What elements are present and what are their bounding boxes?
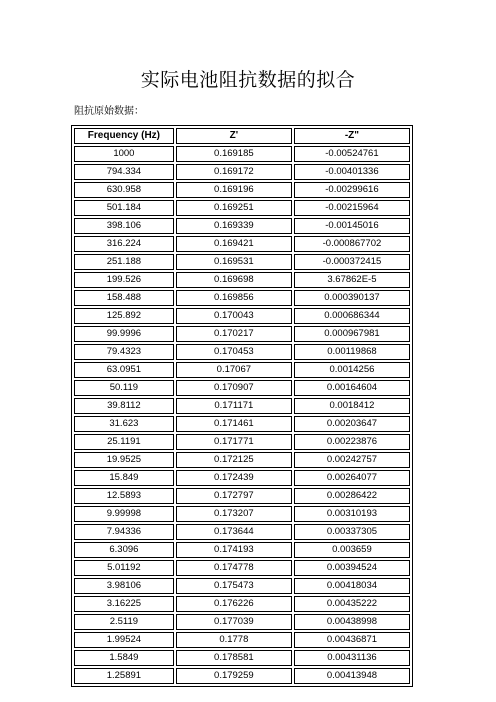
cell-z-imaginary: 0.00223876: [294, 434, 410, 450]
table-row: [74, 182, 410, 198]
section-label: 阻抗原始数据：: [74, 106, 144, 117]
table-row: [74, 344, 410, 360]
cell-z-imaginary: 0.000967981: [294, 326, 410, 342]
cell-z-imaginary: -0.00401336: [294, 164, 410, 180]
cell-frequency: 2.5119: [74, 614, 174, 630]
cell-z-real: 0.169339: [176, 218, 292, 234]
cell-z-real: 0.169856: [176, 290, 292, 306]
cell-frequency: 398.106: [74, 218, 174, 234]
cell-z-real: 0.172797: [176, 488, 292, 504]
cell-z-real: 0.169185: [176, 146, 292, 162]
cell-frequency: 125.892: [74, 308, 174, 324]
cell-z-real: 0.169196: [176, 182, 292, 198]
cell-frequency: 12.5893: [74, 488, 174, 504]
cell-frequency: 19.9525: [74, 452, 174, 468]
cell-z-real: 0.169251: [176, 200, 292, 216]
table-row: [74, 200, 410, 216]
cell-z-imaginary: 0.000390137: [294, 290, 410, 306]
table-header-row: [74, 128, 410, 144]
cell-z-imaginary: 0.00242757: [294, 452, 410, 468]
cell-z-real: 0.171461: [176, 416, 292, 432]
cell-z-real: 0.179259: [176, 668, 292, 684]
cell-frequency: 1.5849: [74, 650, 174, 666]
cell-z-real: 0.169172: [176, 164, 292, 180]
cell-z-real: 0.173207: [176, 506, 292, 522]
cell-z-imaginary: 3.67862E-5: [294, 272, 410, 288]
cell-frequency: 9.99998: [74, 506, 174, 522]
table-row: [74, 398, 410, 414]
table-row: [74, 380, 410, 396]
cell-z-imaginary: 0.00310193: [294, 506, 410, 522]
table-row: [74, 542, 410, 558]
cell-z-imaginary: 0.0018412: [294, 398, 410, 414]
cell-z-real: 0.172439: [176, 470, 292, 486]
cell-frequency: 79.4323: [74, 344, 174, 360]
cell-z-real: 0.170453: [176, 344, 292, 360]
cell-z-imaginary: 0.00119868: [294, 344, 410, 360]
cell-z-imaginary: 0.00286422: [294, 488, 410, 504]
table-row: [74, 326, 410, 342]
cell-frequency: 158.488: [74, 290, 174, 306]
table-row: [74, 650, 410, 666]
cell-frequency: 5.01192: [74, 560, 174, 576]
table-row: [74, 308, 410, 324]
table-row: [74, 524, 410, 540]
cell-z-imaginary: -0.000372415: [294, 254, 410, 270]
cell-z-real: 0.175473: [176, 578, 292, 594]
table-row: [74, 290, 410, 306]
cell-z-real: 0.172125: [176, 452, 292, 468]
table-row: [74, 470, 410, 486]
cell-z-imaginary: 0.00413948: [294, 668, 410, 684]
cell-z-imaginary: 0.00264077: [294, 470, 410, 486]
cell-z-real: 0.169421: [176, 236, 292, 252]
cell-z-real: 0.170907: [176, 380, 292, 396]
cell-z-real: 0.173644: [176, 524, 292, 540]
cell-z-imaginary: 0.00431136: [294, 650, 410, 666]
column-header-frequency: Frequency (Hz): [74, 128, 174, 144]
cell-frequency: 31.623: [74, 416, 174, 432]
table-row: [74, 560, 410, 576]
cell-z-imaginary: -0.000867702: [294, 236, 410, 252]
cell-z-real: 0.174778: [176, 560, 292, 576]
cell-z-real: 0.17067: [176, 362, 292, 378]
table-row: [74, 632, 410, 648]
table-row: [74, 146, 410, 162]
table-row: [74, 272, 410, 288]
cell-z-imaginary: -0.00145016: [294, 218, 410, 234]
table-row: [74, 668, 410, 684]
cell-z-imaginary: 0.0014256: [294, 362, 410, 378]
cell-frequency: 15.849: [74, 470, 174, 486]
cell-z-imaginary: 0.00394524: [294, 560, 410, 576]
table-row: [74, 218, 410, 234]
cell-frequency: 99.9996: [74, 326, 174, 342]
cell-frequency: 316.224: [74, 236, 174, 252]
cell-z-real: 0.178581: [176, 650, 292, 666]
cell-z-imaginary: -0.00524761: [294, 146, 410, 162]
cell-frequency: 199.526: [74, 272, 174, 288]
column-header-z-real: Z': [176, 128, 292, 144]
document-title: 实际电池阻抗数据的拟合: [140, 69, 356, 91]
cell-frequency: 25.1191: [74, 434, 174, 450]
cell-z-imaginary: 0.00203647: [294, 416, 410, 432]
table-body: [74, 146, 410, 684]
cell-frequency: 794.334: [74, 164, 174, 180]
cell-frequency: 3.98106: [74, 578, 174, 594]
cell-frequency: 251.188: [74, 254, 174, 270]
cell-z-real: 0.174193: [176, 542, 292, 558]
cell-frequency: 39.8112: [74, 398, 174, 414]
cell-frequency: 6.3096: [74, 542, 174, 558]
cell-frequency: 1000: [74, 146, 174, 162]
cell-z-imaginary: -0.00299616: [294, 182, 410, 198]
impedance-data-table: [71, 125, 413, 687]
cell-frequency: 1.99524: [74, 632, 174, 648]
table-row: [74, 488, 410, 504]
cell-frequency: 50.119: [74, 380, 174, 396]
cell-frequency: 501.184: [74, 200, 174, 216]
cell-frequency: 63.0951: [74, 362, 174, 378]
cell-frequency: 3.16225: [74, 596, 174, 612]
cell-z-imaginary: 0.000686344: [294, 308, 410, 324]
column-header-z-imaginary: -Z": [294, 128, 410, 144]
table-row: [74, 596, 410, 612]
table-row: [74, 452, 410, 468]
cell-z-real: 0.177039: [176, 614, 292, 630]
cell-z-real: 0.176226: [176, 596, 292, 612]
cell-z-imaginary: 0.003659: [294, 542, 410, 558]
table-row: [74, 416, 410, 432]
table-row: [74, 506, 410, 522]
cell-z-imaginary: 0.00164604: [294, 380, 410, 396]
table-row: [74, 578, 410, 594]
cell-frequency: 630.958: [74, 182, 174, 198]
cell-z-imaginary: 0.00337305: [294, 524, 410, 540]
table-row: [74, 434, 410, 450]
table-row: [74, 362, 410, 378]
cell-z-real: 0.169698: [176, 272, 292, 288]
cell-frequency: 7.94336: [74, 524, 174, 540]
cell-frequency: 1.25891: [74, 668, 174, 684]
table-row: [74, 164, 410, 180]
cell-z-imaginary: -0.00215964: [294, 200, 410, 216]
cell-z-imaginary: 0.00435222: [294, 596, 410, 612]
cell-z-real: 0.1778: [176, 632, 292, 648]
cell-z-imaginary: 0.00418034: [294, 578, 410, 594]
cell-z-real: 0.171171: [176, 398, 292, 414]
cell-z-real: 0.170043: [176, 308, 292, 324]
cell-z-real: 0.171771: [176, 434, 292, 450]
table-row: [74, 254, 410, 270]
cell-z-imaginary: 0.00436871: [294, 632, 410, 648]
cell-z-real: 0.170217: [176, 326, 292, 342]
table-row: [74, 614, 410, 630]
table-row: [74, 236, 410, 252]
cell-z-imaginary: 0.00438998: [294, 614, 410, 630]
cell-z-real: 0.169531: [176, 254, 292, 270]
